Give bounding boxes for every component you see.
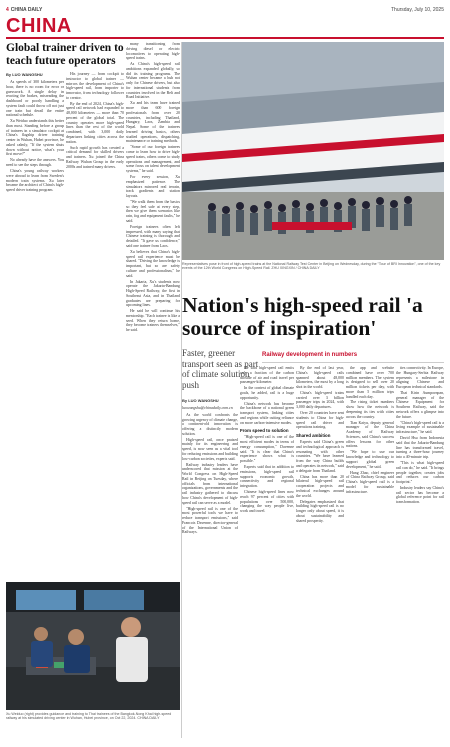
- main-subhead-2: Shared ambition: [296, 433, 331, 439]
- main-story-headline: Nation's high-speed rail 'a source of inspiration': [182, 293, 423, 340]
- main-paragraph: Chinese high-speed lines now reach 97 percent of cities with populations over 500,000, changing the way people live, work and travel.: [240, 490, 294, 513]
- main-paragraph: Thai Kirin Aumpornpan, general manager of the Chinese Equipment for Southern Railway, said the network offers a glimpse into the future.: [396, 390, 444, 419]
- sidebar-paragraph: By the end of last year, China's high-speed rails spanned about 48,000 kilometers, the most by a long shot in the world.: [296, 366, 344, 389]
- main-paragraph: the app and website combined have over 700 million members. The system is designed to sell over 20 million tickets per day, with more than 5 million trips handled each day.: [346, 366, 394, 399]
- sidebar-paragraph: Over 20 countries have sent students to China for high-speed rail driver and operations training.: [296, 411, 344, 430]
- center-story-column: [126, 42, 180, 579]
- column-divider: [181, 42, 182, 738]
- main-paragraph: "We hope to use our knowledge and technology to support global green development," he said.: [346, 450, 394, 469]
- main-story-byline: By LUO WANGSHU: [182, 398, 219, 403]
- center-paragraph: Xu and his team have trained more than 600 foreign professionals from over 20 countries, including Thailand, Hungary, Laos, Zambia and Nepal. Some of the trainees learned driving basics, others studied operations, dispatching, maintenance or training methods.: [126, 101, 180, 144]
- center-paragraph: Foreign trainees often left impressed, with many saying that Chinese training is thorough and detailed. "It gave us confidence," said one trainee from Laos.: [126, 224, 180, 248]
- main-paragraph: Railway industry leaders have underscored that mission at the World Congress on High-Speed Rail in Beijing on Tuesday, where officials from international organizations, governments and the rail industry gathered to discuss how China's development of high-speed rail can serve as a model.: [182, 462, 238, 505]
- left-story-headline: Global trainer driven to teach future operators: [6, 42, 124, 67]
- sidebar-paragraph: China's high-speed trains carried over 3 billion passenger trips in 2024, with 3,000 daily departures.: [296, 390, 344, 410]
- main-paragraph: He said high-speed rail emits only a fraction of the carbon dioxide of air and road travel per passenger-kilometer.: [240, 366, 294, 385]
- center-paragraph: In Jakarta, Xu's students now operate the Jakarta-Bandung High-Speed Railway, the first in Southeast Asia, and in Thailand graduates are preparing for upcoming lines.: [126, 279, 180, 308]
- center-paragraph: "We walk them from the basics so they feel safe at every step, then we give them scenarios like rain, fog and equipment faults," he said.: [126, 199, 180, 223]
- section-title: CHINA: [6, 15, 72, 37]
- main-paragraph: David Hsu from Indonesia said that the Jakarta-Bandung line has transformed travel, turning a three-hour journey into a 40-minute trip.: [396, 436, 444, 460]
- main-paragraph: "China's high-speed rail is a living example of sustainable infrastructure," he said.: [396, 420, 444, 435]
- main-photo: [182, 42, 444, 260]
- main-paragraph: As the world confronts the growing urgency of climate change, a continent-old innovation is offering a distinctly modern solution.: [182, 412, 238, 436]
- left-paragraph: No already have the answers. You need to see the steps through.: [6, 158, 64, 168]
- left-paragraph: Xu Weiduo understands this better than most. Standing before a group of trainees in a simulator cockpit at China's flagship driver training center in Wuhan, Hubei province, he asked calmly, "If the system shuts down without notice, what's your first move?": [6, 119, 64, 157]
- center-paragraph: As China's high-speed rail ambitions expanded globally, so did its training programs. The Wuhan center became a hub not only for Chinese drivers, but also for international students from countries involved in the Belt and Road Initiative.: [126, 62, 180, 100]
- trainer-photo-caption: Xu Weiduo (right) provides guidance and training to Thai trainees of the Bangkok-Nong Khai high-speed railway at his simulated driving center in Wuhan, Hubei province, on Oct 22, 2024. CHINA DAILY: [6, 712, 172, 721]
- numbers-sidebar-headline: Railway development in numbers: [262, 352, 358, 358]
- left-story-column-1: [6, 72, 64, 580]
- left-paragraph: As speeds of 300 kilometers per hour, there is no room for error or guesswork. A single delay in reacting the brakes, misreading the dashboard or poorly handling a system fault could throw off not just one train but derail the entire national schedule.: [6, 80, 64, 118]
- main-paragraph: In the context of global climate goals, he added, rail is a huge opportunity.: [240, 386, 294, 400]
- main-story-column-5: [396, 366, 444, 738]
- main-story-column-1: [182, 398, 238, 738]
- paper-name: CHINA DAILY: [10, 7, 43, 13]
- main-photo-image: [182, 42, 444, 260]
- trainer-photo: [6, 582, 180, 710]
- left-paragraph: China's young railway workers were abroad to learn from Sweden's modern train systems. Xu later became the architect of China's high-speed driver training program.: [6, 169, 64, 193]
- main-paragraph: China's network has become the backbone of a national green transport system, linking cities and regions while cutting reliance on more carbon-intensive modes.: [240, 401, 294, 425]
- center-paragraph: For every session, Xu emphasized patience. The simulators mirrored real terrain, track gradients and station layouts.: [126, 175, 180, 198]
- left-paragraph: His journey — from cockpit to instructor to global trainer — mirrors the development of China's high-speed rail, from importer to innovator, from technology follower to creator.: [66, 72, 124, 100]
- left-story-column-2: [66, 72, 124, 580]
- main-paragraph: Delegates emphasized that building high-speed rail is no longer only about speed, it is about sustainability and shared prosperity.: [296, 499, 344, 523]
- center-paragraph: many transitioning from driving diesel or electric locomotives to operating high-speed trains.: [126, 42, 180, 61]
- main-paragraph: "High-speed rail is one of the most efficient modes in terms of energy consumption," Davenne said. "It is clear that China's experience shows what is possible.": [240, 435, 294, 464]
- issue-date: Thursday, July 10, 2025: [391, 7, 444, 13]
- main-story-column-4: [346, 366, 394, 738]
- trainer-photo-image: [6, 582, 180, 710]
- main-paragraph: Experts said that in addition to emissions, high-speed rail supports economic growth, connectivity and regional integration.: [240, 465, 294, 489]
- main-story-email: luowangshu@chinadaily.com.cn: [182, 406, 233, 410]
- left-paragraph: Such rapid growth has created a critical demand for skilled drivers and trainers. Xu joined the China Railway Wuhan Group in the early 2000s and trained many drivers.: [66, 145, 124, 169]
- main-photo-caption: Representatives pose in front of high-speed trains at the National Railway Test Center in Beijing on Wednesday, during the "Tour of BRI Innovation", one of the key events of the 12th World Congress on High-Speed Rail. ZHU XINGXIN / CHINA DAILY: [182, 262, 441, 271]
- center-paragraph: "Some of our foreign trainees come to learn how to drive high-speed trains, others come to study operations and management, and some focus on talent development systems," he said.: [126, 145, 180, 174]
- main-paragraph: Hung Zhao, chief engineer of China Railway Group, said China's high-speed rail is a model for sustainable infrastructure.: [346, 470, 394, 494]
- main-paragraph: Tian Kaiyu, deputy general manager of the China Academy of Railway Sciences, said China's success offers lessons for other nations.: [346, 420, 394, 449]
- main-subhead-1: From speed to solution: [240, 428, 289, 434]
- center-paragraph: He said he will continue his mentorship. "Each trainee is like a seed. When they return home, they become trainers themselves," he said.: [126, 309, 180, 333]
- main-paragraph: ties connectivity. In Europe, the Hungary-Serbia Railway represents a milestone in aligning Chinese and European technical standards.: [396, 366, 444, 389]
- main-paragraph: "High-speed rail is one of the most powerful tools we have to reduce transport emissions," said Francois Davenne, director-general of the International Union of Railways.: [182, 506, 238, 535]
- main-story-dek: Faster, greener transport seen as part of climate solution push: [182, 348, 259, 390]
- page-label: [6, 7, 42, 13]
- section-rule: [6, 37, 444, 39]
- left-story-byline: By LUO WANGSHU: [6, 72, 43, 77]
- main-paragraph: Experts said China's green and technological approach is resonating with other countries. "We have learned from the way China builds and operates its network," said a delegate from Thailand.: [296, 440, 344, 473]
- main-story-column-2: [240, 352, 294, 738]
- center-paragraph: Xu believes that China's high-speed rail experience must be shared. "Driving the knowledge is important, but so are safety culture and professionalism," he said.: [126, 249, 180, 278]
- main-paragraph: High-speed rail, once praised mainly for its engineering and speed, is now seen as a vital tool for reducing emissions and building low-carbon societies, experts said.: [182, 437, 238, 461]
- main-paragraph: China has more than 20 bilateral high-speed rail cooperation projects and technical exchanges around the world.: [296, 474, 344, 498]
- main-story-column-3: [296, 366, 344, 738]
- main-paragraph: Industry leaders say China's rail sector has become a global reference point for rail transformation.: [396, 485, 444, 505]
- left-paragraph: By the end of 2024, China's high-speed rail network had expanded to 48,000 kilometers — more than 70 percent of the global total. The country operates more high-speed lines than the rest of the world combined, with 3,000 daily departures linking cities across the nation.: [66, 101, 124, 144]
- main-paragraph: "This is what high-speed rail can do," he said. "It brings people together, creates jobs and reduces our carbon footprint.": [396, 461, 444, 484]
- main-paragraph: The rising ticket numbers show how the network is deepening its ties with cities across the country.: [346, 400, 394, 419]
- page-number: 4: [6, 7, 9, 13]
